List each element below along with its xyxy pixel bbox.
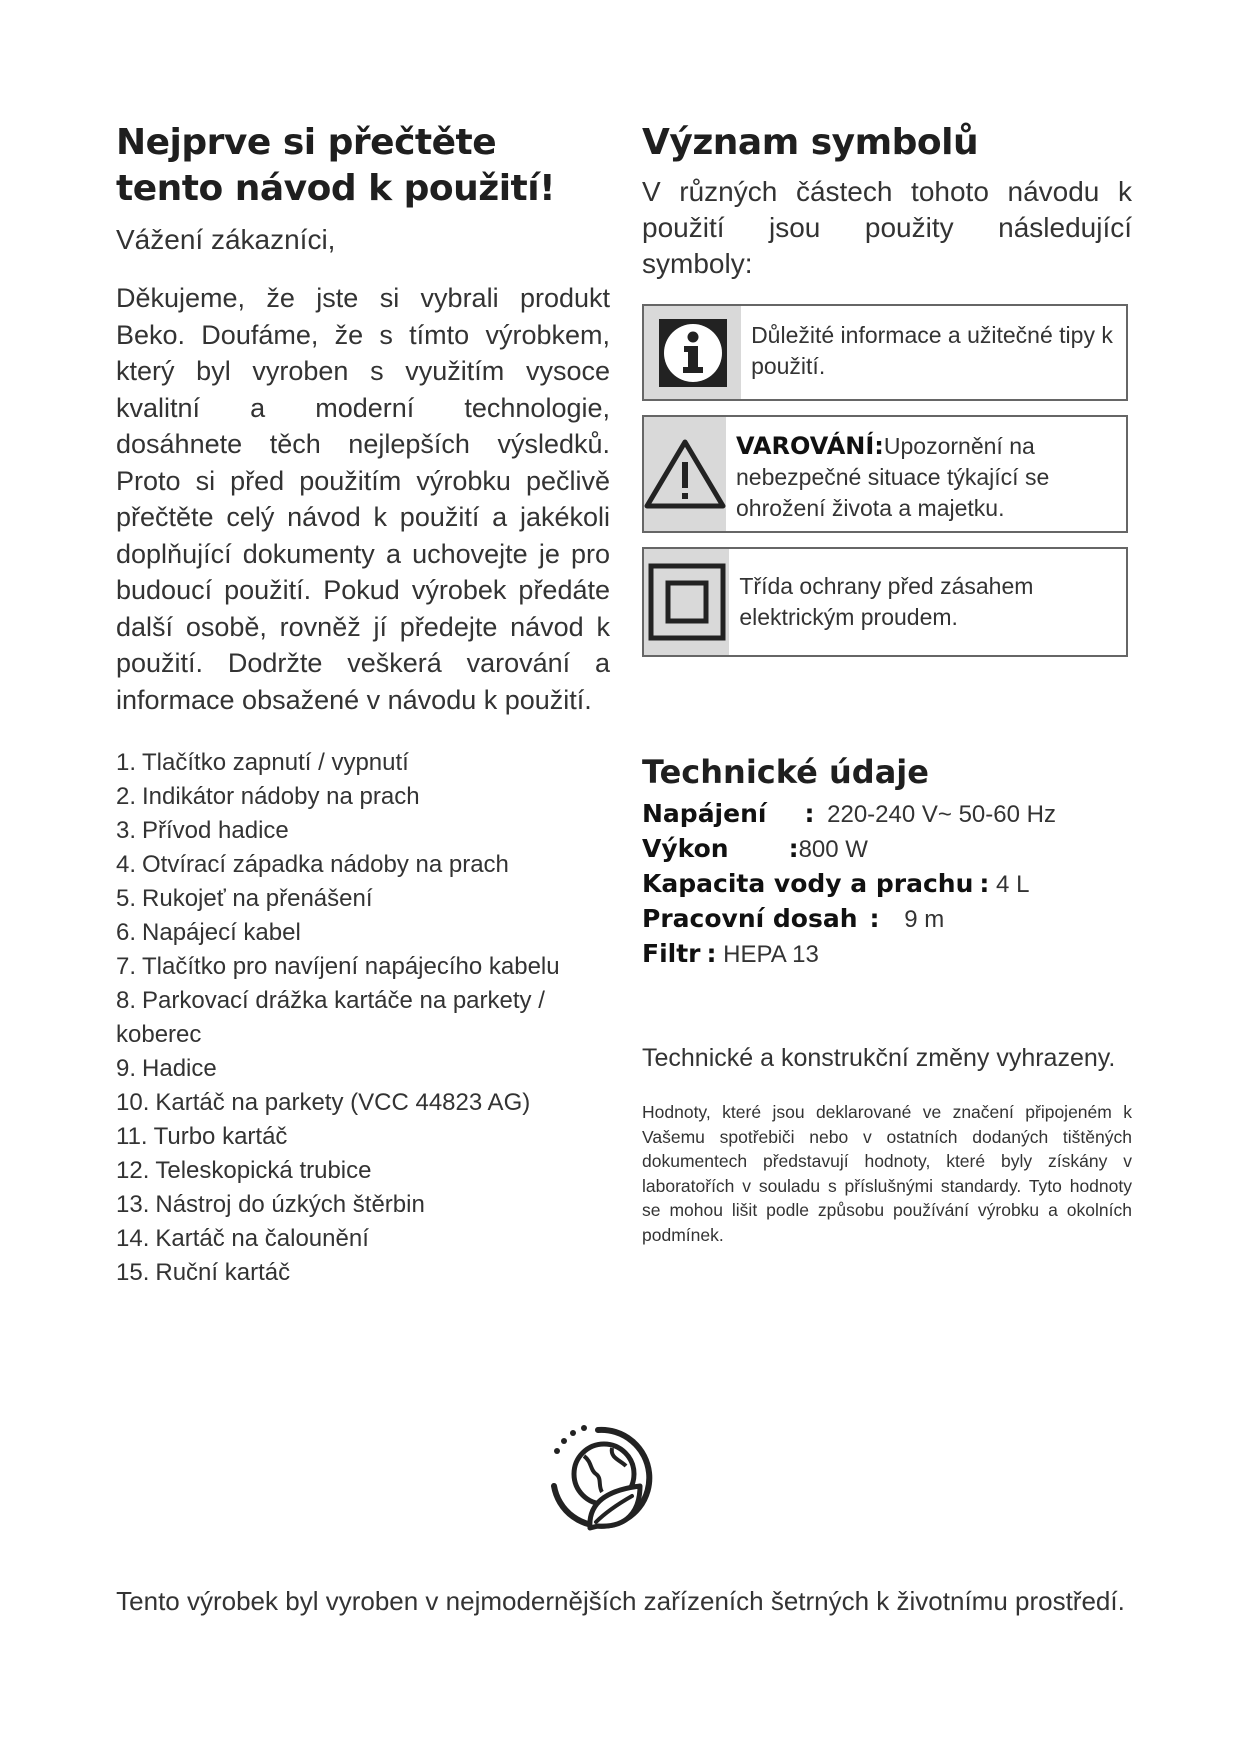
list-item: 5. Rukojeť na přenášení [116, 885, 373, 912]
list-item: 13. Nástroj do úzkých štěrbin [116, 1191, 425, 1218]
list-item: 6. Napájecí kabel [116, 919, 301, 946]
small-print: Hodnoty, které jsou deklarované ve značení připojeném k Vašemu spotřebiči nebo v ostatních dodaných tištěných dokumentech představují hodnoty, které byly získány v laboratořích v souladu s příslušnými standardy. Tyto hodnoty se mohou lišit podle způsobu používání výrobku a okolních podmínek. [642, 1102, 1132, 1245]
spec-row: Kapacita vody a prachu : 4 L [642, 869, 1030, 898]
spec-row: Filtr : HEPA 13 [642, 939, 819, 968]
double-insulation-icon [644, 549, 729, 655]
symbol-box-info [642, 304, 1128, 401]
symbol-text: Důležité informace a užitečné tipy k použití. [751, 322, 1113, 379]
list-item: 9. Hadice [116, 1055, 217, 1082]
symbols-title: Význam symbolů [642, 122, 979, 163]
list-item: 14. Kartáč na čalounění [116, 1225, 369, 1252]
list-item: 1. Tlačítko zapnutí / vypnutí [116, 749, 409, 776]
symbol-text: VAROVÁNÍ:Upozornění na nebezpečné situace týkající se ohrožení života a majetku. [736, 432, 1050, 521]
symbol-box-warning [642, 415, 1128, 533]
symbol-text: Třída ochrany před zásahem elektrickým proudem. [739, 573, 1034, 630]
info-icon [644, 306, 741, 399]
footer-text: Tento výrobek byl vyroben v nejmodernějších zařízeních šetrných k životnímu prostředí. [116, 1586, 1125, 1616]
spec-row: Výkon :800 W [642, 834, 868, 863]
left-column [116, 120, 610, 1290]
list-item: 10. Kartáč na parkety (VCC 44823 AG) [116, 1089, 531, 1116]
list-item: 2. Indikátor nádoby na prach [116, 783, 420, 810]
list-item: 8. Parkovací drážka kartáče na parkety / koberec [116, 987, 545, 1048]
tech-specs-title: Technické údaje [642, 753, 929, 791]
eco-globe-leaf-icon [540, 1416, 664, 1540]
list-item: 4. Otvírací západka nádoby na prach [116, 851, 509, 878]
intro-paragraph: Děkujeme, že jste si vybrali produkt Beko. Doufáme, že s tímto výrobkem, který byl vyroben s využitím vysoce kvalitní a moderní technologie, dosáhnete těch nejlepších výsledků. Proto si před použitím výrobku pečlivě přečtěte celý návod k použití a jakékoli doplňující dokumenty a uchovejte je pro budoucí použití. Pokud výrobek předáte další osobě, rovněž jí předejte návod k použití. Dodržte veškerá varování a informace obsažené v návodu k použití. [116, 283, 610, 715]
changes-note: Technické a konstrukční změny vyhrazeny. [642, 1044, 1116, 1072]
greeting: Vážení zákazníci, [116, 224, 336, 255]
page-title: Nejprve si přečtěte tento návod k použití! [116, 122, 556, 209]
list-item: 11. Turbo kartáč [116, 1123, 288, 1150]
symbol-box-protection [642, 547, 1128, 657]
warning-label: VAROVÁNÍ: [736, 432, 884, 460]
parts-list [116, 746, 610, 1290]
list-item: 12. Teleskopická trubice [116, 1157, 372, 1184]
tech-specs [642, 797, 1132, 972]
symbols-subtitle: V různých částech tohoto návodu k použití jsou použity následující symboly: [642, 176, 1132, 279]
right-column [642, 120, 1132, 1247]
list-item: 15. Ruční kartáč [116, 1259, 291, 1286]
list-item: 3. Přívod hadice [116, 817, 289, 844]
spec-row: Napájení : 220-240 V~ 50-60 Hz [642, 799, 1056, 828]
spec-row: Pracovní dosah : 9 m [642, 904, 945, 933]
warning-icon [644, 417, 726, 531]
list-item: 7. Tlačítko pro navíjení napájecího kabelu [116, 953, 560, 980]
